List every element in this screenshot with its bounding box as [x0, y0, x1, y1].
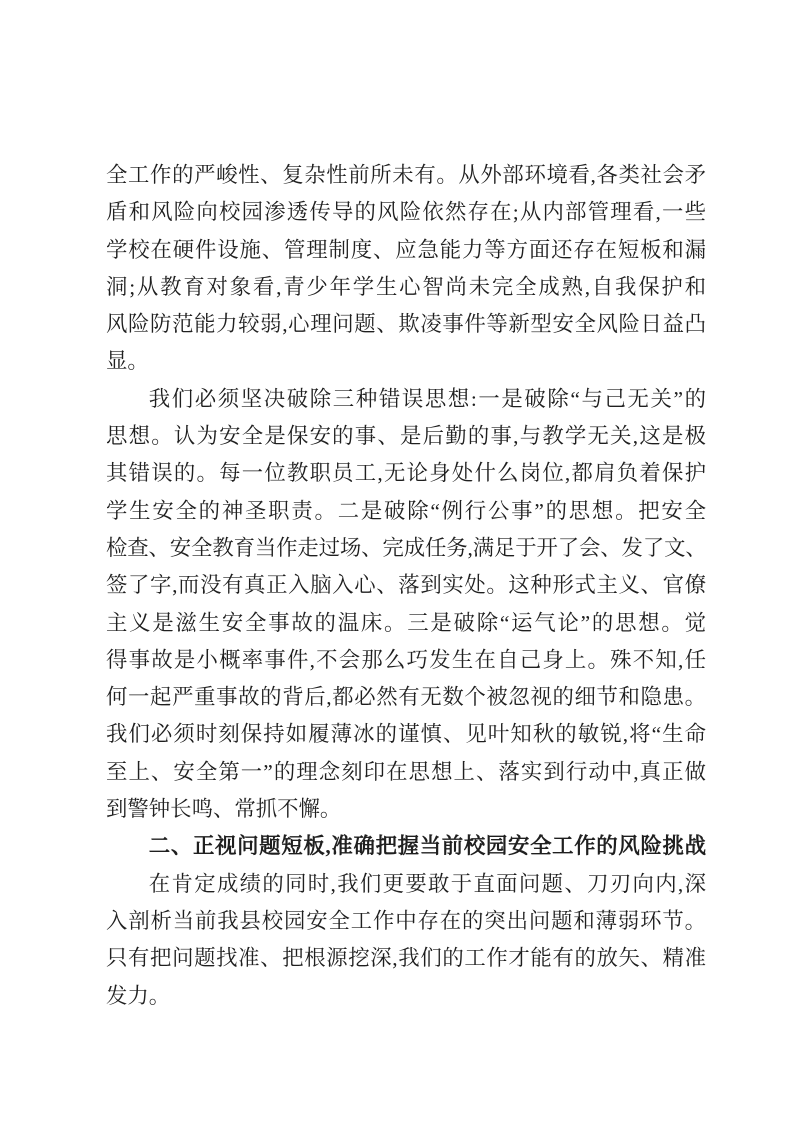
text-line: 全工作的严峻性、复杂性前所未有。从外部环境看,各类社会矛: [106, 163, 706, 187]
text-line: 我们必须时刻保持如履薄冰的谨慎、见叶知秋的敏锐,将“生命: [106, 722, 706, 747]
text-line: 入剖析当前我县校园安全工作中存在的突出问题和薄弱环节。: [106, 908, 706, 933]
text-line: 发力。: [106, 983, 171, 1008]
document-text-block: [106, 157, 706, 1015]
section-heading: 二、正视问题短板,准确把握当前校园安全工作的风险挑战: [148, 834, 706, 859]
text-line: 至上、安全第一”的理念刻印在思想上、落实到行动中,真正做: [106, 759, 706, 784]
text-line: 检查、安全教育当作走过场、完成任务,满足于开了会、发了文、: [106, 535, 706, 560]
text-line: 思想。认为安全是保安的事、是后勤的事,与教学无关,这是极: [106, 424, 706, 449]
text-line: 盾和风险向校园渗透传导的风险依然存在;从内部管理看,一些: [106, 200, 706, 225]
text-line: 签了字,而没有真正入脑入心、落到实处。这种形式主义、官僚: [106, 573, 706, 598]
text-line: 何一起严重事故的背后,都必然有无数个被忽视的细节和隐患。: [106, 685, 706, 710]
text-line: 得事故是小概率事件,不会那么巧发生在自己身上。殊不知,任: [106, 647, 706, 672]
text-line: 洞;从教育对象看,青少年学生心智尚未完全成熟,自我保护和: [106, 274, 706, 299]
text-line: 到警钟长鸣、常抓不懈。: [106, 797, 342, 822]
text-line: 学校在硬件设施、管理制度、应急能力等方面还存在短板和漏: [106, 237, 706, 262]
text-line: 主义是滋生安全事故的温床。三是破除“运气论”的思想。觉: [106, 610, 706, 635]
text-line: 我们必须坚决破除三种错误思想:一是破除“与己无关”的: [148, 386, 706, 411]
text-line: 学生安全的神圣职责。二是破除“例行公事”的思想。把安全: [106, 498, 706, 523]
text-line: 只有把问题找准、把根源挖深,我们的工作才能有的放矢、精准: [106, 946, 706, 971]
text-line: 在肯定成绩的同时,我们更要敢于直面问题、刀刃向内,深: [148, 871, 706, 896]
text-line: 显。: [106, 349, 149, 374]
text-line: 其错误的。每一位教职员工,无论身处什么岗位,都肩负着保护: [106, 461, 706, 486]
text-line: 风险防范能力较弱,心理问题、欺凌事件等新型安全风险日益凸: [106, 312, 706, 337]
